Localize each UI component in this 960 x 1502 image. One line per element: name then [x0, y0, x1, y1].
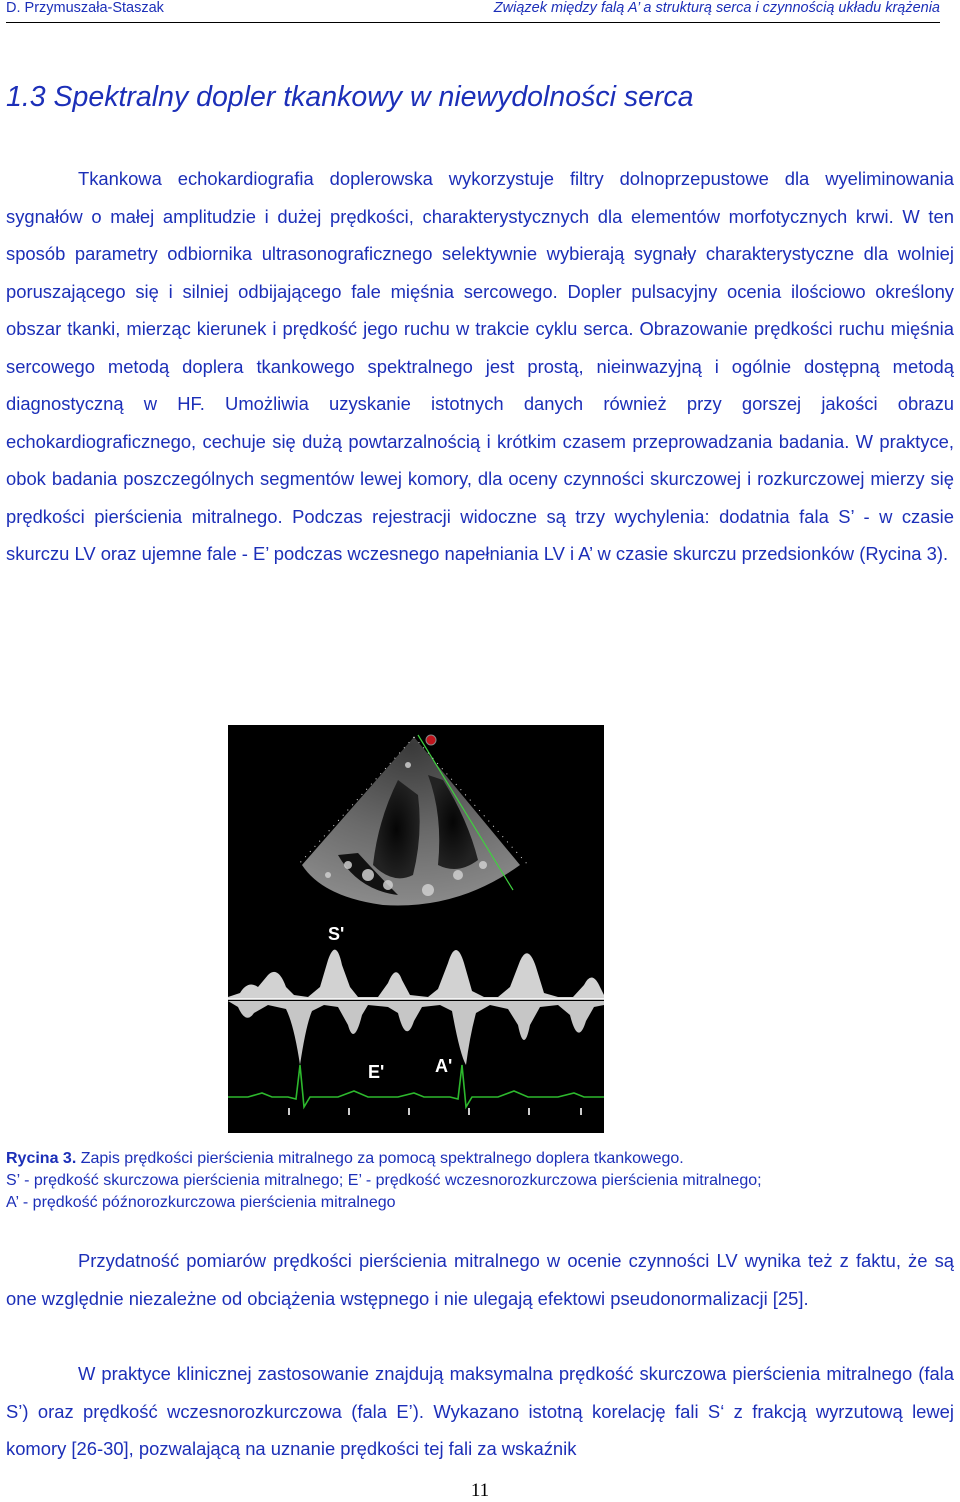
figure-caption	[6, 1148, 956, 1214]
caption-line-2: S’ - prędkość skurczowa pierścienia mitralnego; E’ - prędkość wczesnorozkurczowa pierścienia mitralnego;	[6, 1172, 762, 1189]
echo-sector	[298, 735, 528, 906]
page-header	[6, 0, 940, 23]
a-wave-label: A'	[435, 1056, 453, 1076]
section-title: 1.3 Spektralny dopler tkankowy w niewydolności serca	[6, 81, 694, 113]
caption-title: Zapis prędkości pierścienia mitralnego za pomocą spektralnego doplera tkankowego.	[76, 1150, 684, 1167]
header-running-title: Związek między falą A’ a strukturą serca i czynnością układu krążenia	[493, 0, 940, 16]
ecg-trace	[228, 1065, 604, 1115]
caption-line-3: A’ - prędkość późnorozkurczowa pierścienia mitralnego	[6, 1194, 396, 1211]
echocardiogram-figure	[228, 725, 604, 1133]
sample-marker	[426, 735, 436, 745]
caption-line-1	[6, 1148, 956, 1170]
body-paragraph-3: W praktyce klinicznej zastosowanie znajdują maksymalna prędkość skurczowa pierścienia mitralnego (fala S’) oraz prędkość wczesnorozkurczowa (fala E’). Wykazano istotną korelację fali S‘ z frakcją wyrzutową lewej komory [26-30], pozwalającą na uznanie prędkości tej fali za wskaźnik	[6, 1363, 954, 1459]
header-author: D. Przymuszała-Staszak	[6, 0, 164, 16]
e-wave-label: E'	[368, 1062, 385, 1082]
s-wave-label: S'	[328, 924, 345, 944]
spectral-doppler	[228, 924, 604, 1082]
page-number: 11	[470, 1480, 490, 1501]
doppler-image	[228, 725, 604, 1133]
body-paragraph-2: Przydatność pomiarów prędkości pierścienia mitralnego w ocenie czynności LV wynika też z faktu, że są one względnie niezależne od obciążenia wstępnego i nie ulegają efektowi pseudonormalizacji [25].	[6, 1250, 954, 1309]
caption-label: Rycina 3.	[6, 1150, 77, 1167]
body-paragraph-1: Tkankowa echokardiografia doplerowska wykorzystuje filtry dolnoprzepustowe dla wyeliminowania sygnałów o małej amplitudzie i dużej prędkości, charakterystycznych dla elementów morfotycznych krwi. W ten sposób parametry odbiornika ultrasonograficznego selektywnie wybierają sygnały charakterystyczne dla wolniej poruszającego się i silniej odbijającego fale mięśnia sercowego. Dopler pulsacyjny ocenia ilościowo określony obszar tkanki, mierząc kierunek i prędkość jego ruchu w trakcie cyklu serca. Obrazowanie prędkości ruchu mięśnia sercowego metodą doplera tkankowego spektralnego jest prostą, nieinwazyjną i ogólnie dostępną metodą diagnostyczną w HF. Umożliwia uzyskanie istotnych danych również przy gorszej jakości obrazu echokardiograficznego, cechuje się dużą powtarzalnością i krótkim czasem przeprowadzania badania. W praktyce, obok badania poszczególnych segmentów lewej komory, dla oceny czynności skurczowej i rozkurczowej mierzy się prędkości pierścienia mitralnego. Podczas rejestracji widoczne są trzy wychylenia: dodatnia fala S’ - w czasie skurczu LV oraz ujemne fale - E’ podczas wczesnego napełniania LV i A’ w czasie skurczu przedsionków (Rycina 3).	[6, 168, 954, 564]
